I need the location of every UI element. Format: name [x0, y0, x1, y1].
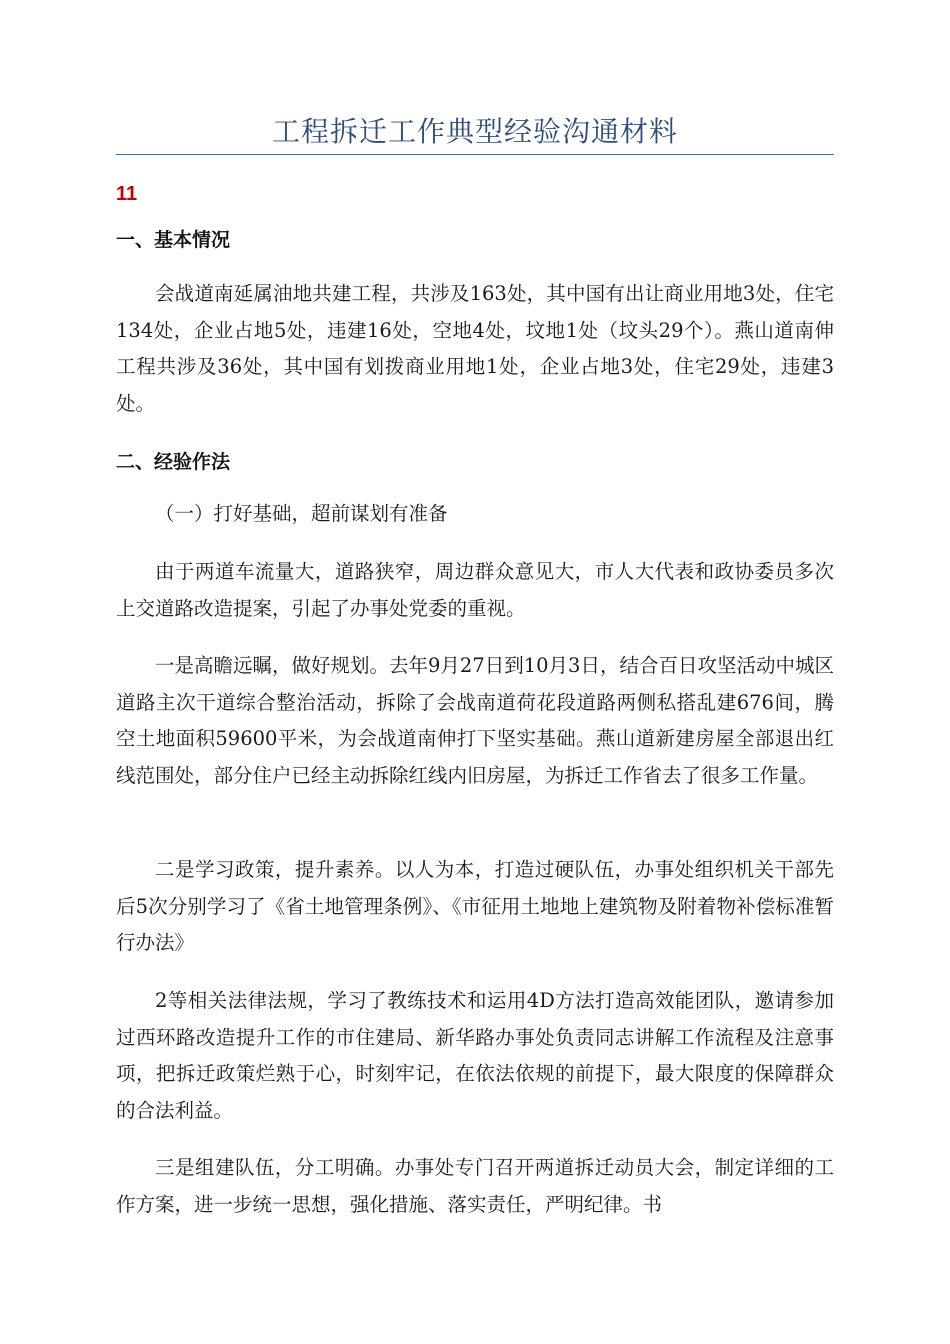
- paragraph-basic-situation: 会战道南延属油地共建工程，共涉及163处，其中国有出让商业用地3处，住宅134处，企业占地5处，违建16处，空地4处，坟地1处（坟头29个）。燕山道南伸工程共涉及36处，其中国有划拨商业用地1处，企业占地3处，住宅29处，违建3处。: [116, 282, 834, 415]
- heading-basic-situation: 一、基本情况: [116, 229, 231, 251]
- subheading-foundation: （一）打好基础，超前谋划有准备: [155, 502, 448, 525]
- document-title: 工程拆迁工作典型经验沟通材料: [271, 115, 678, 148]
- section-number-label: 11: [116, 183, 138, 205]
- paragraph-background: 由于两道车流量大，道路狭窄，周边群众意见大，市人大代表和政协委员多次上交道路改造提案，引起了办事处党委的重视。: [116, 560, 834, 620]
- paragraph-team-building: 三是组建队伍，分工明确。办事处专门召开两道拆迁动员大会，制定详细的工作方案，进一步统一思想，强化措施、落实责任，严明纪律。书: [116, 1156, 834, 1216]
- paragraph-regulations: 2等相关法律法规，学习了教练技术和运用4D方法打造高效能团队，邀请参加过西环路改造提升工作的市住建局、新华路办事处负责同志讲解工作流程及注意事项，把拆迁政策烂熟于心，时刻牢记，在依法依规的前提下，最大限度的保障群众的合法利益。: [116, 989, 834, 1122]
- paragraph-planning: 一是高瞻远瞩，做好规划。去年9月27日到10月3日，结合百日攻坚活动中城区道路主次干道综合整治活动，拆除了会战南道荷花段道路两侧私搭乱建676间，腾空土地面积59600平米，为会战道南伸打下坚实基础。燕山道新建房屋全部退出红线范围处，部分住户已经主动拆除红线内旧房屋，为拆迁工作省去了很多工作量。: [116, 654, 834, 787]
- title-underline: [116, 154, 834, 155]
- heading-experience-methods: 二、经验作法: [116, 451, 231, 473]
- paragraph-policy-study: 二是学习政策，提升素养。以人为本，打造过硬队伍，办事处组织机关干部先后5次分别学习了《省土地管理条例》、《市征用土地地上建筑物及附着物补偿标准暂行办法》: [116, 858, 834, 954]
